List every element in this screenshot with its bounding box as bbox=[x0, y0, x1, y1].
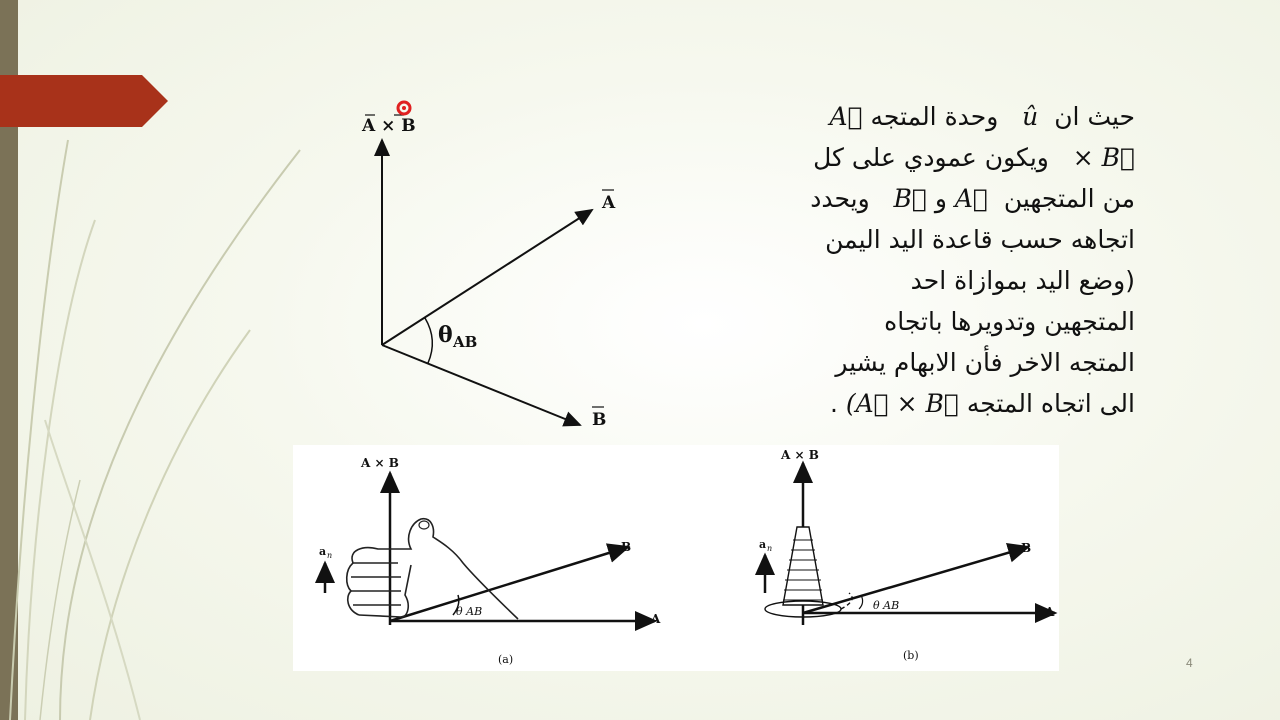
figure-b-caption: (b) bbox=[903, 649, 919, 662]
text-line-3: من المتجهين A⃗ و B⃗ ويحدد bbox=[810, 184, 1135, 213]
cross-product-diagram bbox=[340, 90, 660, 440]
text-line-4: اتجاهه حسب قاعدة اليد اليمن bbox=[825, 225, 1135, 254]
text-line-8: الى اتجاه المتجه (A⃗ × B⃗ . bbox=[829, 389, 1135, 418]
label-theta: θ bbox=[438, 322, 453, 348]
figure-a-an-label: a bbox=[319, 545, 327, 558]
figure-panel-a bbox=[319, 456, 661, 666]
figure-b-b-label: B bbox=[1021, 541, 1032, 555]
figure-a-b-label: B bbox=[621, 540, 632, 554]
label-a: A bbox=[602, 193, 616, 213]
text-line-7: المتجه الاخر فأن الابهام يشير bbox=[835, 348, 1135, 377]
text-line-5: (وضع اليد بموازاة احد bbox=[910, 266, 1135, 295]
title-accent-tab bbox=[0, 75, 170, 127]
label-b: B bbox=[592, 410, 607, 430]
figure-b-cross-label: A × B bbox=[781, 448, 819, 462]
figure-a-caption: (a) bbox=[498, 653, 514, 666]
vector-b-arrow bbox=[382, 345, 580, 425]
text-line-1: حيث ان û وحدة المتجه A⃗ bbox=[829, 102, 1135, 131]
label-cross: A × B bbox=[362, 116, 416, 136]
figure-a-an-sub: n bbox=[327, 551, 333, 560]
figure-a-a-label: A bbox=[651, 612, 661, 626]
page-number: 4 bbox=[1186, 656, 1193, 670]
theta-arc bbox=[425, 318, 432, 363]
vector-a-arrow bbox=[382, 210, 592, 345]
right-hand-rule-figure bbox=[293, 445, 1059, 671]
figure-a-theta-label: θ AB bbox=[456, 605, 483, 618]
figure-b-a-label: A bbox=[1045, 605, 1055, 619]
figure-b-an-label: a bbox=[759, 538, 767, 551]
figure-panel-b bbox=[759, 448, 1055, 662]
figure-b-an-sub: n bbox=[767, 544, 773, 553]
text-line-2: × B⃗ ويكون عمودي على كل bbox=[813, 143, 1135, 172]
explanation-text bbox=[725, 96, 1135, 424]
figure-a-cross-label: A × B bbox=[361, 456, 399, 470]
text-line-6: المتجهين وتدويرها باتجاه bbox=[884, 307, 1135, 336]
label-theta-sub: AB bbox=[453, 333, 478, 351]
figure-b-theta-label: θ AB bbox=[873, 599, 900, 612]
